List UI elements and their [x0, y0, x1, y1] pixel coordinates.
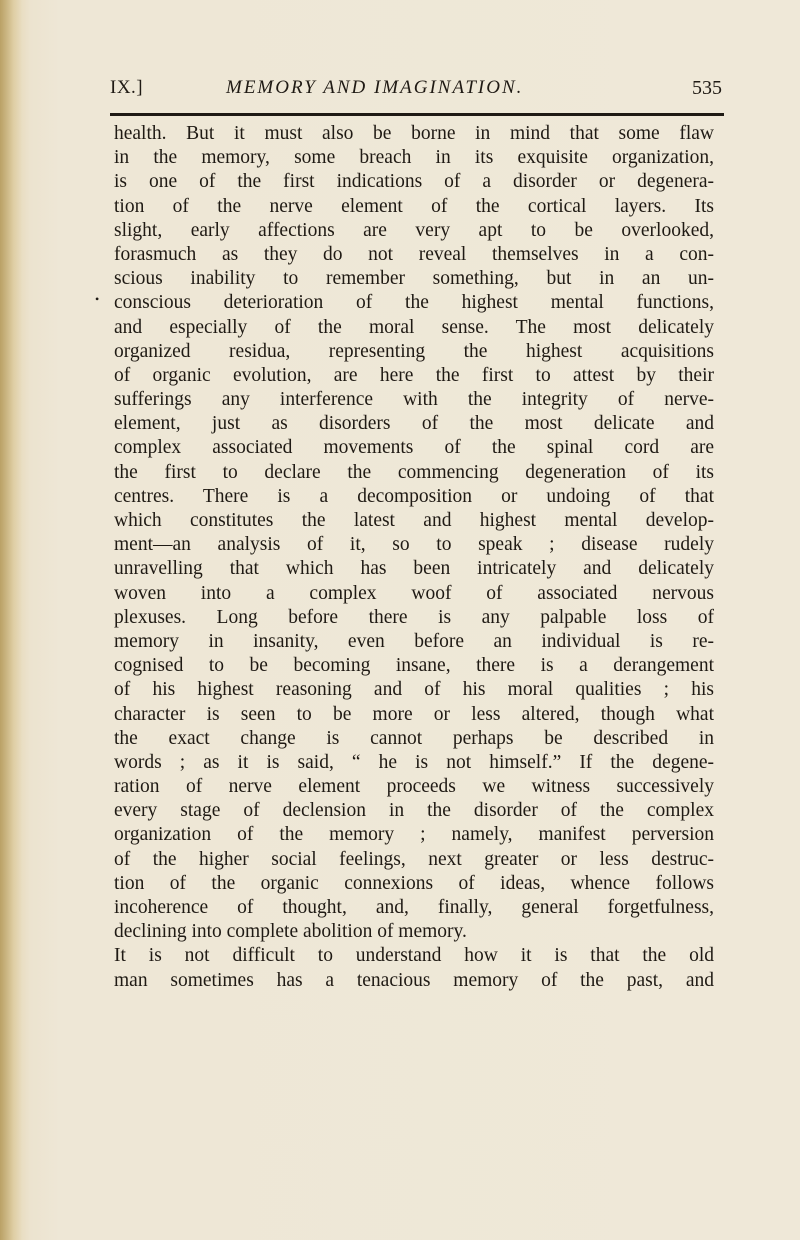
- text-line: forasmuch as they do not reveal themselves in a con-: [114, 243, 714, 265]
- text-line: conscious deterioration of the highest mental functions,: [114, 292, 714, 314]
- text-line: and especially of the moral sense. The most delicately: [114, 316, 714, 338]
- margin-mark: •: [95, 292, 100, 306]
- text-line: ration of nerve element proceeds we witness successively: [114, 776, 714, 798]
- text-line: element, just as disorders of the most delicate and: [114, 413, 714, 435]
- gutter-shadow: [0, 0, 22, 1240]
- chapter-marker: IX.]: [110, 77, 144, 98]
- text-line: centres. There is a decomposition or undoing of that: [114, 485, 714, 507]
- text-line: memory in insanity, even before an individual is re-: [114, 630, 714, 652]
- text-line: It is not difficult to understand how it is that the old: [114, 945, 714, 967]
- text-line: complex associated movements of the spinal cord are: [114, 437, 714, 459]
- text-line: scious inability to remember something, but in an un-: [114, 268, 714, 290]
- text-line: unravelling that which has been intricately and delicately: [114, 558, 714, 580]
- text-line: sufferings any interference with the integrity of nerve-: [114, 389, 714, 411]
- text-line: which constitutes the latest and highest mental develop-: [114, 510, 714, 531]
- text-line: the exact change is cannot perhaps be described in: [114, 727, 714, 749]
- text-line: slight, early affections are very apt to be overlooked,: [114, 219, 714, 241]
- text-line: in the memory, some breach in its exquisite organization,: [114, 147, 714, 169]
- text-line: plexuses. Long before there is any palpable loss of: [114, 606, 714, 628]
- text-line: tion of the nerve element of the cortical layers. Its: [114, 195, 714, 217]
- text-line: of organic evolution, are here the first to attest by their: [114, 364, 714, 386]
- text-line: ment—an analysis of it, so to speak ; disease rudely: [114, 534, 714, 556]
- text-line: tion of the organic connexions of ideas, whence follows: [114, 872, 714, 894]
- text-line: cognised to be becoming insane, there is a derangement: [114, 655, 714, 677]
- text-line: of his highest reasoning and of his moral qualities ; his: [114, 679, 714, 701]
- text-line: man sometimes has a tenacious memory of the past, and: [114, 969, 714, 991]
- text-line: is one of the first indications of a disorder or degenera-: [114, 171, 714, 193]
- text-line: health. But it must also be borne in mind that some flaw: [114, 123, 714, 144]
- text-line: words ; as it is said, “ he is not himself.” If the degene-: [114, 751, 714, 773]
- text-line: every stage of declension in the disorder of the complex: [114, 800, 714, 822]
- page-number: 535: [692, 77, 722, 99]
- text-line: incoherence of thought, and, finally, general forgetfulness,: [114, 897, 714, 918]
- text-line: of the higher social feelings, next greater or less destruc-: [114, 848, 714, 870]
- text-line: character is seen to be more or less altered, though what: [114, 703, 714, 725]
- header-rule: [110, 113, 724, 116]
- text-line: declining into complete abolition of memory.: [114, 921, 467, 943]
- text-line: the first to declare the commencing degeneration of its: [114, 461, 714, 483]
- running-title: MEMORY AND IMAGINATION.: [226, 77, 524, 98]
- text-line: woven into a complex woof of associated nervous: [114, 582, 714, 604]
- text-line: organization of the memory ; namely, manifest perversion: [114, 824, 714, 846]
- running-header: [110, 77, 724, 111]
- text-line: organized residua, representing the highest acquisitions: [114, 340, 714, 362]
- body-text: [114, 122, 714, 993]
